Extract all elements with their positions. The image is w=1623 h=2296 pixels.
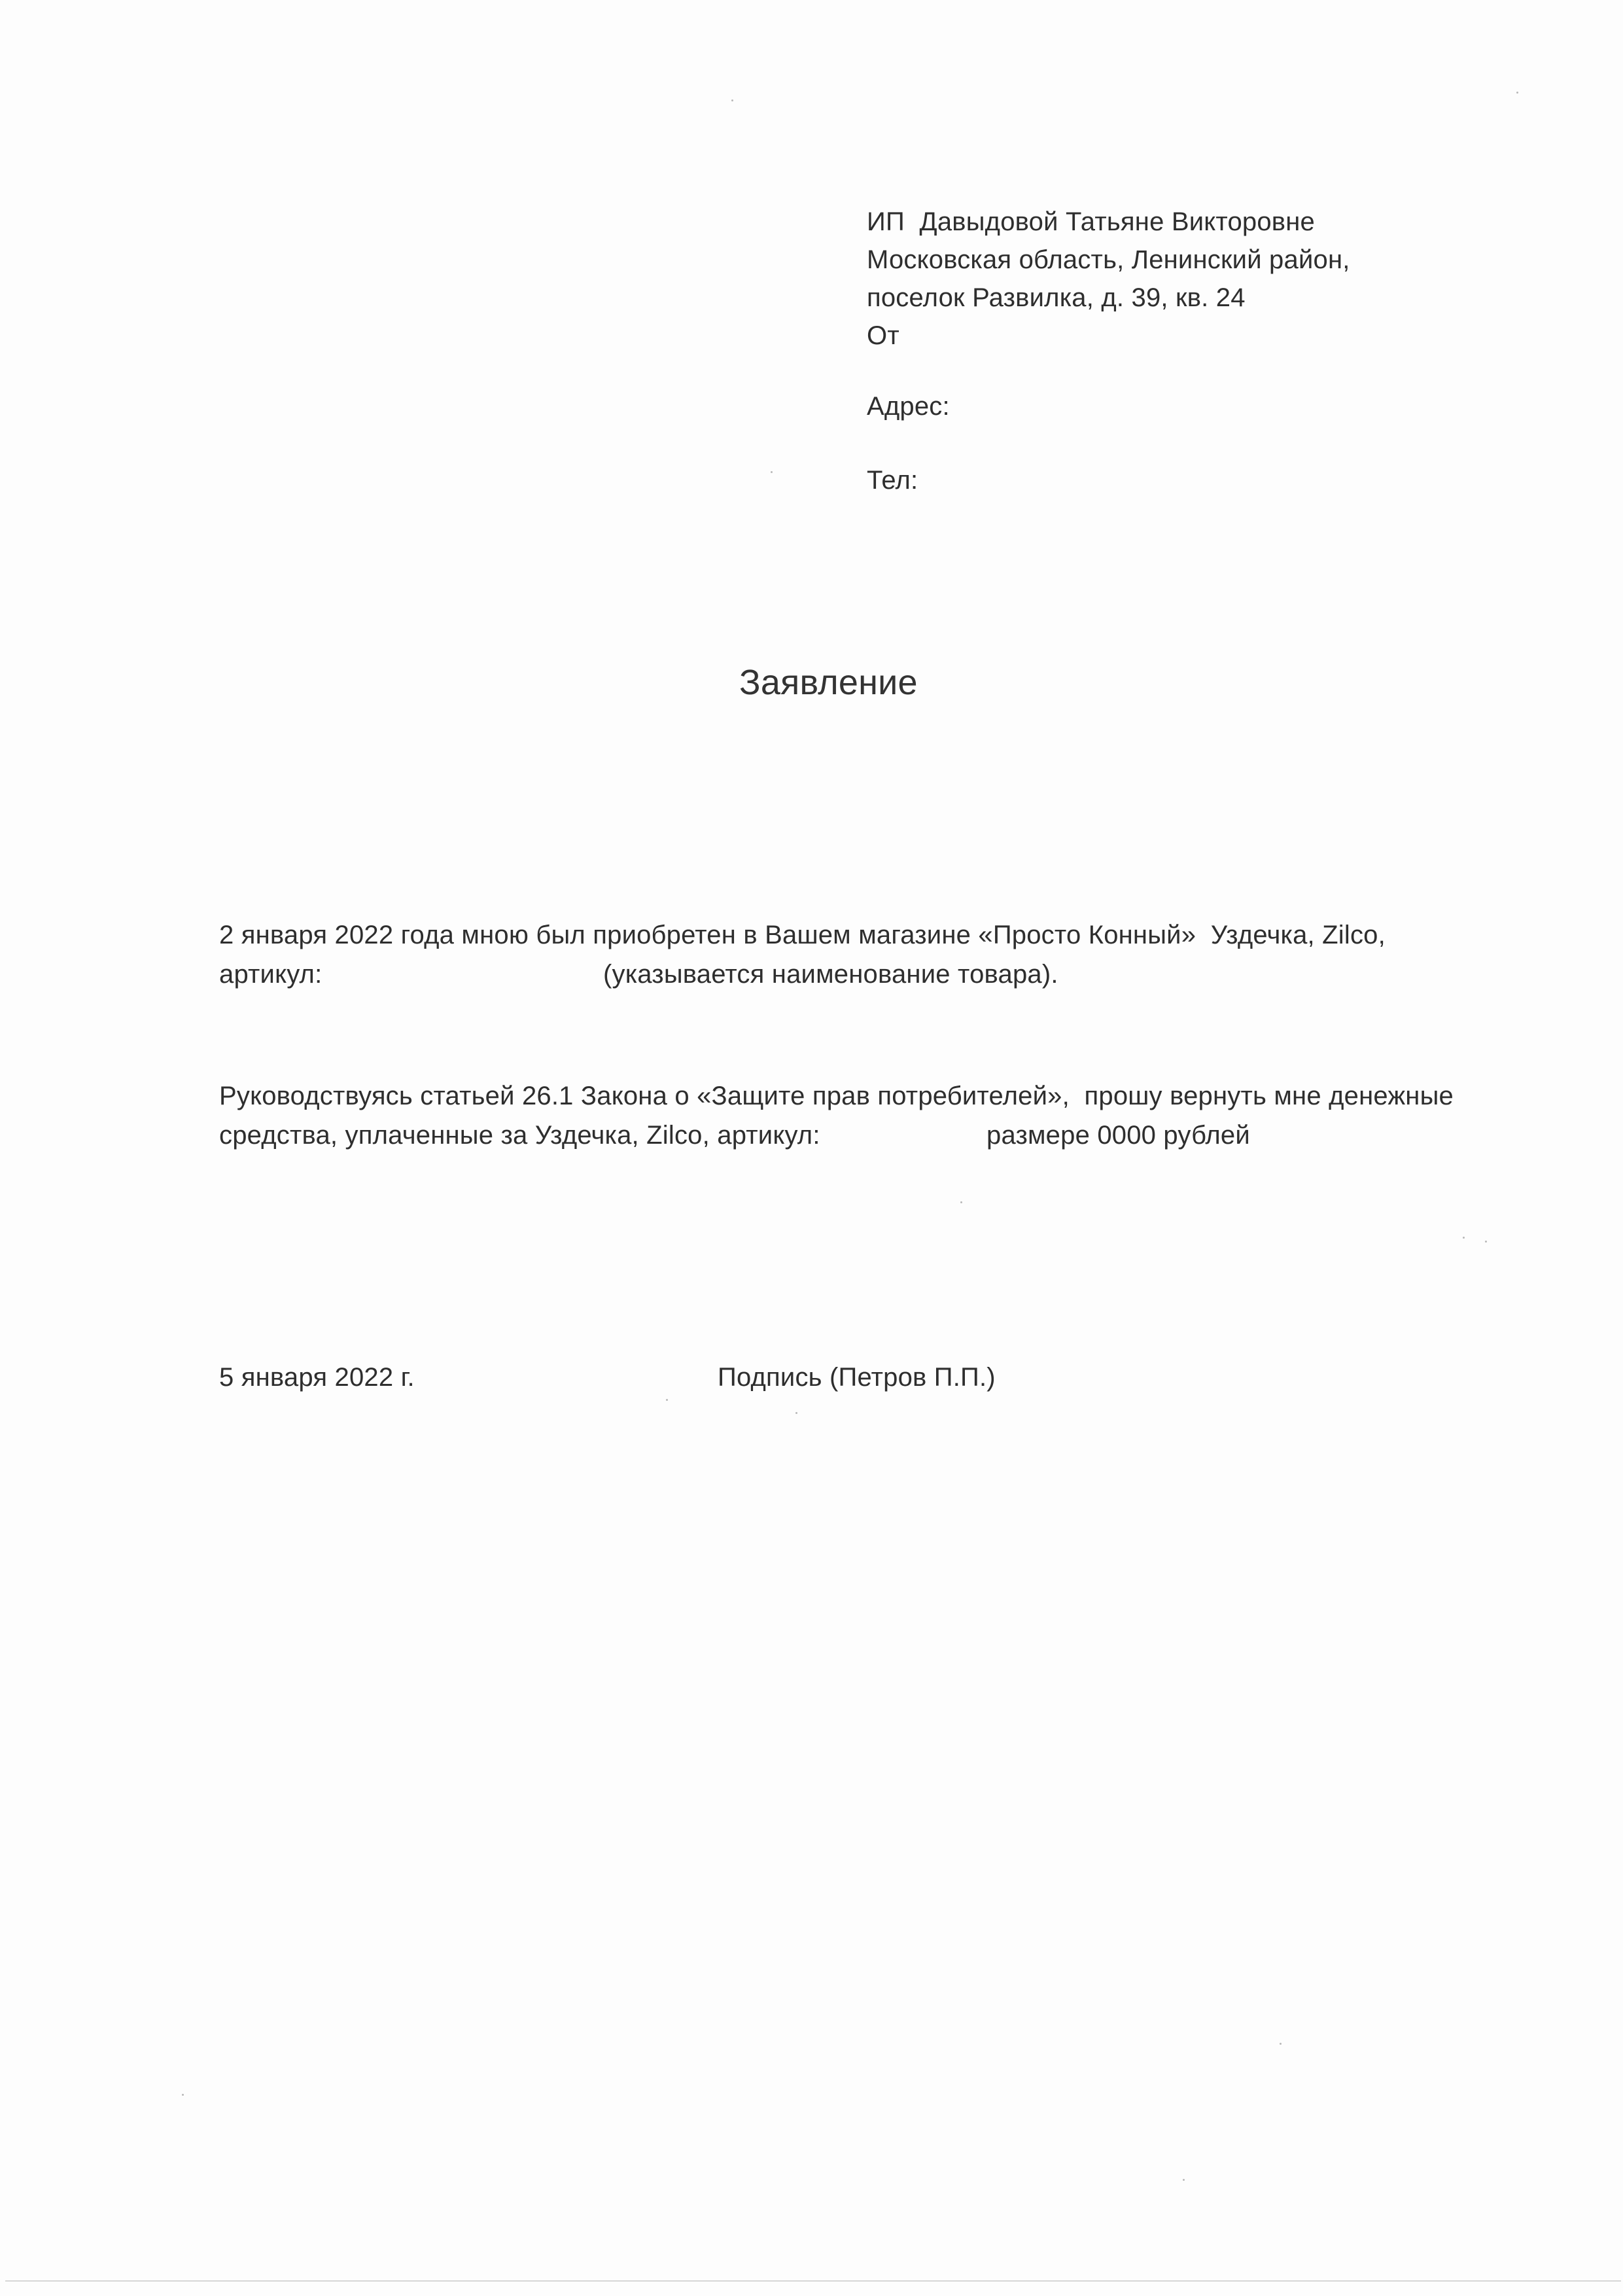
scan-speck: [666, 1399, 668, 1401]
addressee-street: поселок Развилка, д. 39, кв. 24: [867, 283, 1246, 312]
refund-line-1: Руководствуясь статьей 26.1 Закона о «Защите прав потребителей», прошу вернуть мне денежные: [219, 1082, 1454, 1110]
scan-speck: [1280, 2043, 1282, 2045]
scan-speck: [795, 1412, 797, 1414]
scan-speck: [182, 2094, 184, 2096]
scan-speck: [960, 1201, 962, 1203]
document-date: 5 января 2022 г.: [219, 1363, 415, 1392]
scan-edge-line: [5, 2280, 1621, 2282]
scan-speck: [771, 471, 773, 473]
scan-speck: [1485, 1241, 1487, 1243]
signature-line: Подпись (Петров П.П.): [718, 1363, 996, 1392]
phone-label: Тел:: [867, 466, 918, 495]
refund-line-2-left: средства, уплаченные за Уздечка, Zilco, артикул:: [219, 1121, 820, 1150]
scan-speck: [731, 99, 733, 101]
from-label: От: [867, 321, 899, 350]
scan-speck: [1463, 1237, 1465, 1239]
address-label: Адрес:: [867, 392, 950, 421]
product-name-note: (указывается наименование товара).: [603, 960, 1058, 989]
purchase-line-1: 2 января 2022 года мною был приобретен в Вашем магазине «Просто Конный» Уздечка, Zilco,: [219, 921, 1386, 949]
scan-speck: [1516, 92, 1518, 94]
scan-speck: [1183, 2179, 1185, 2181]
article-label: артикул:: [219, 960, 323, 989]
refund-amount: размере 0000 рублей: [986, 1121, 1250, 1150]
document-title: Заявление: [739, 663, 918, 702]
addressee-name: ИП Давыдовой Татьяне Викторовне: [867, 207, 1315, 236]
addressee-region: Московская область, Ленинский район,: [867, 245, 1350, 274]
